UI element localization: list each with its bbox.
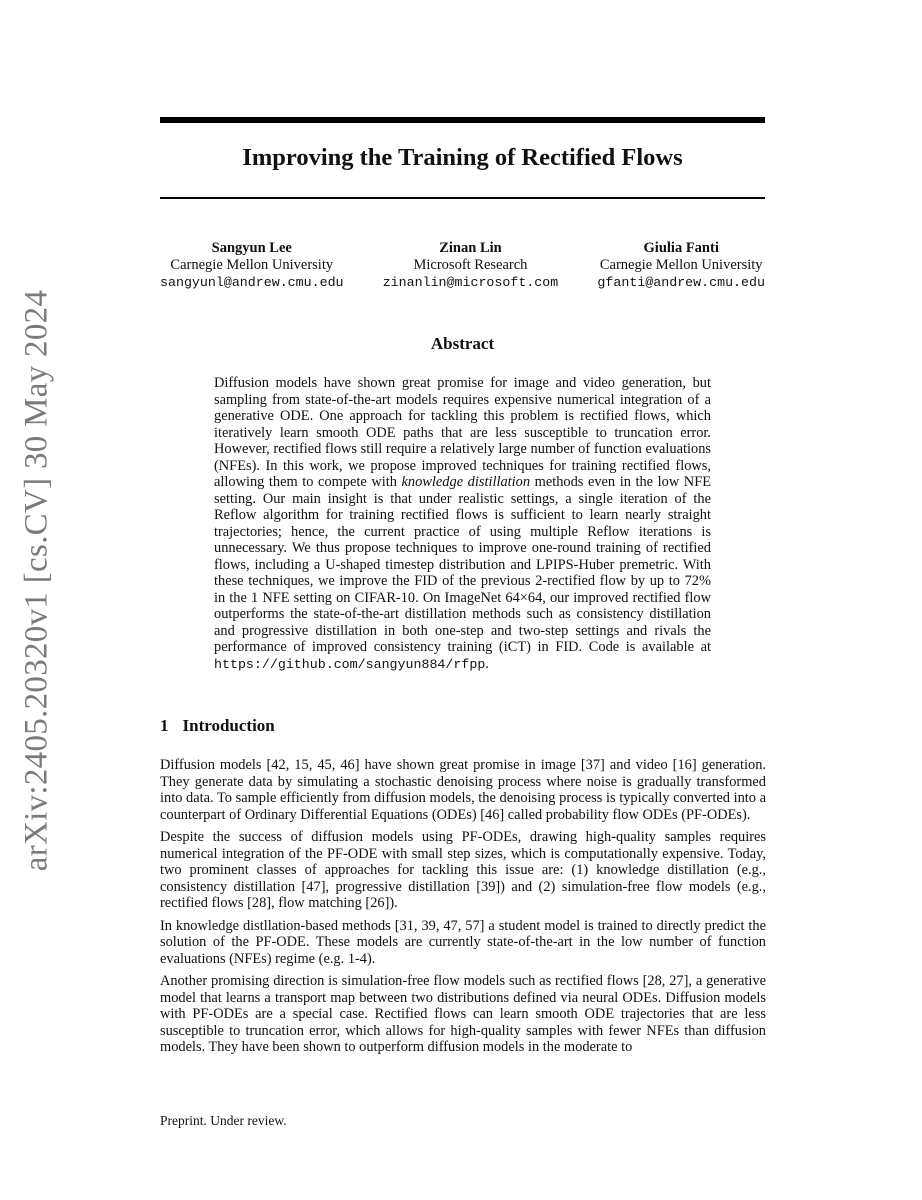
footer-note: Preprint. Under review. [160,1113,287,1128]
paragraph: Another promising direction is simulation-free flow models such as rectified flows [28, 27], a generative model that learns a transport map between two distributions defined via neural ODEs. Diffusion models with PF-ODEs are a special case. Rectified flows can learn smooth ODE trajectories that are less susceptible to truncation error, which allows for high-quality samples with fewer NFEs than diffusion models. They have been shown to outperform diffusion models in the moderate to [160,973,766,1055]
author-email: zinanlin@microsoft.com [382,275,559,290]
title-rule-top [160,117,765,123]
author [160,240,344,291]
author [383,240,559,291]
paper-title: Improving the Training of Rectified Flows [242,144,683,171]
author-block [160,240,765,291]
abstract-text-end: . [485,655,489,672]
arxiv-identifier: arXiv:2405.20320v1 [cs.CV] 30 May 2024 [18,289,55,871]
paragraph: In knowledge distllation-based methods [31, 39, 47, 57] a student model is trained to directly predict the solution of the PF-ODE. These models are currently state-of-the-art in the low number of function evaluations (NFEs) regime (e.g. 1-4). [160,917,766,967]
author-email: gfanti@andrew.cmu.edu [597,275,765,290]
abstract-emphasis: knowledge distillation [401,474,531,490]
section-number: 1 [160,716,169,735]
title-rule-bottom [160,197,765,199]
introduction-body [160,757,766,1062]
author-name: Sangyun Lee [211,240,292,256]
abstract-text [214,375,711,673]
author-affiliation: Microsoft Research [413,257,528,273]
section-title: Introduction [182,716,275,735]
author [597,240,765,291]
arxiv-side-stamp [12,289,62,871]
code-url-link[interactable]: https://github.com/sangyun884/rfpp [214,656,486,672]
abstract-heading: Abstract [430,334,495,353]
abstract-text-part1: Diffusion models have shown great promise for image and video generation, but sampling from state-of-the-art models requires expensive numerical integration of a generative ODE. One approach for tackling this problem is rectified flows, which iteratively learn smooth ODE paths that are less susceptible to truncation error. However, rectified flows still require a relatively large number of function evaluations (NFEs). In this work, we propose improved techniques for training rectified flows, allowing them to compete with [214,375,711,490]
paragraph: Despite the success of diffusion models using PF-ODEs, drawing high-quality samples requires numerical integration of the PF-ODE with small step sizes, which is computationally expensive. Today, two prominent classes of approaches for tackling this issue are: (1) knowledge distillation (e.g., consistency distillation [47], progressive distillation [39]) and (2) simulation-free flow models (e.g., rectified flows [28], flow matching [26]). [160,829,766,911]
author-affiliation: Carnegie Mellon University [599,257,763,273]
abstract-text-part2: methods even in the low NFE setting. Our main insight is that under realistic settings, a single iteration of the Reflow algorithm for training rectified flows is sufficient to learn nearly straight trajectories; hence, the current practice of using multiple Reflow iterations is unnecessary. We thus propose techniques to improve one-round training of rectified flows, including a U-shaped timestep distribution and LPIPS-Huber premetric. With these techniques, we improve the FID of the previous 2-rectified flow by up to 72% in the 1 NFE setting on CIFAR-10. On ImageNet 64×64, our improved rectified flow outperforms the state-of-the-art distillation methods such as consistency distillation and progressive distillation in both one-step and two-step settings and rivals the performance of improved consistency training (iCT) in FID. Code is available at [214,474,711,655]
paragraph: Diffusion models [42, 15, 45, 46] have shown great promise in image [37] and video [16] generation. They generate data by simulating a stochastic denoising process where noise is gradually transformed into data. To sample efficiently from diffusion models, the denoising process is typically converted into a counterpart of Ordinary Differential Equations (ODEs) [46] called probability flow ODEs (PF-ODEs). [160,757,766,823]
author-email: sangyunl@andrew.cmu.edu [160,275,344,290]
author-name: Giulia Fanti [643,240,719,256]
section-heading [160,716,275,736]
author-affiliation: Carnegie Mellon University [170,257,334,273]
author-name: Zinan Lin [439,240,502,256]
